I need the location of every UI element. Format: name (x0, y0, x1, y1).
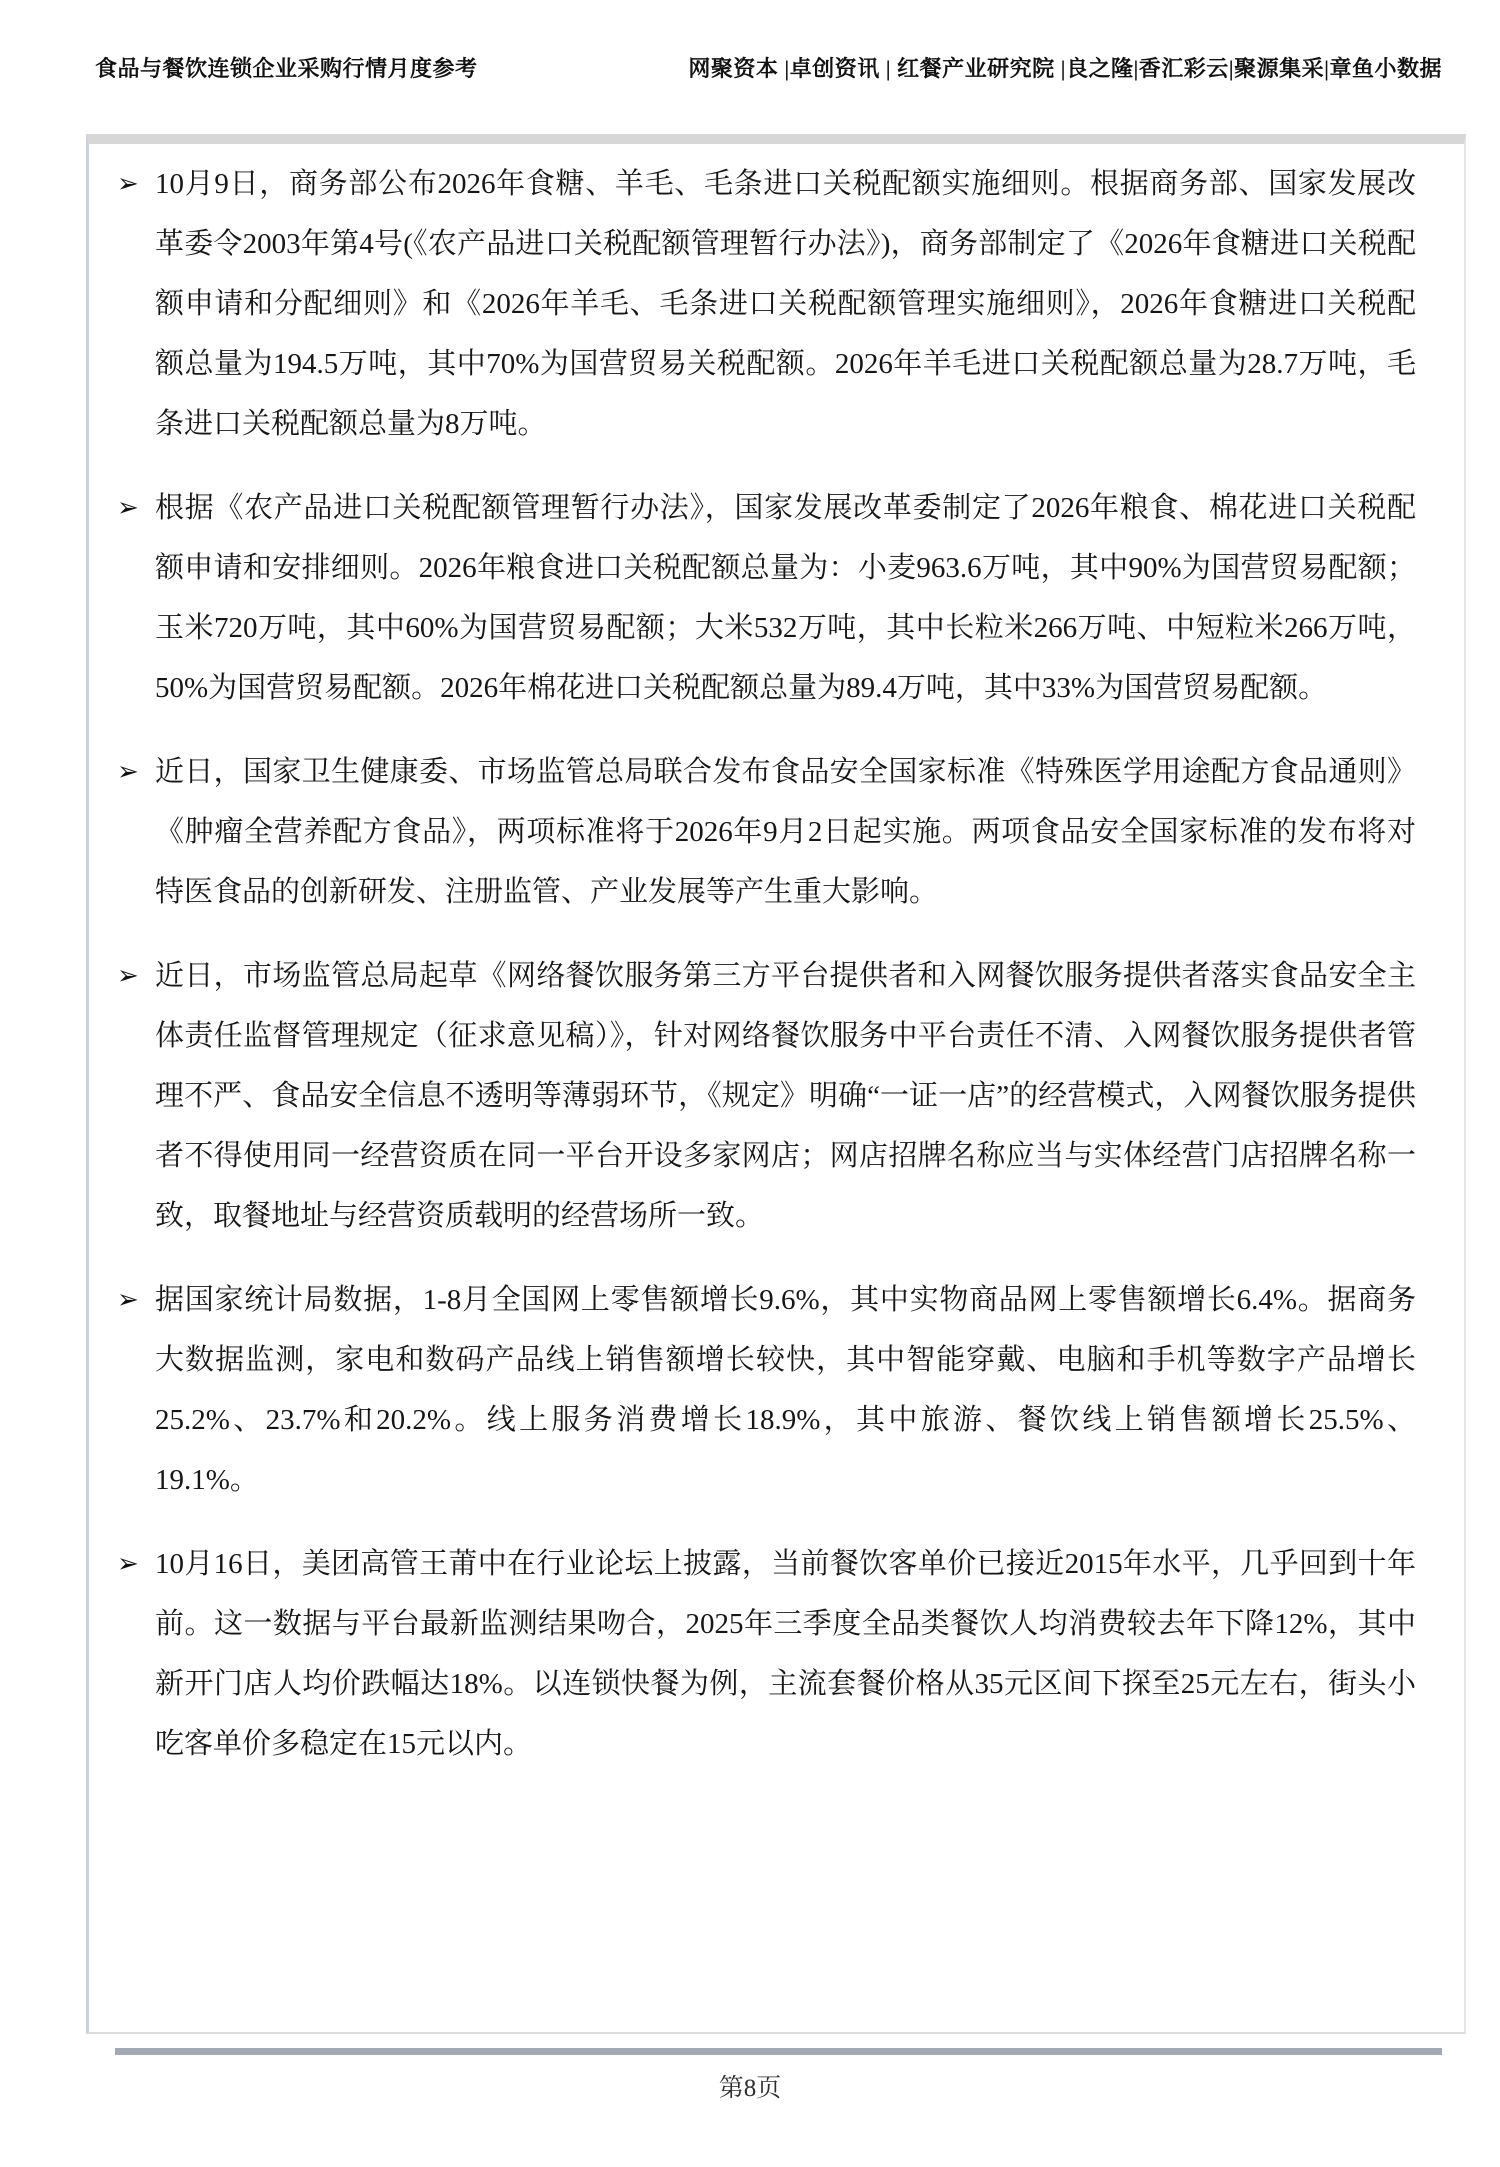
list-item-text: 10月9日，商务部公布2026年食糖、羊毛、毛条进口关税配额实施细则。根据商务部、国家发展改革委令2003年第4号(《农产品进口关税配额管理暂行办法》)，商务部制定了《2026年食糖进口关税配额申请和分配细则》和《2026年羊毛、毛条进口关税配额管理实施细则》，2026年食糖进口关税配额总量为194.5万吨，其中70%为国营贸易关税配额。2026年羊毛进口关税配额总量为28.7万吨，毛条进口关税配额总量为8万吨。 (155, 168, 1416, 440)
arrow-bullet-icon: ➢ (117, 757, 139, 786)
arrow-bullet-icon: ➢ (117, 493, 139, 522)
header-title: 食品与餐饮连锁企业采购行情月度参考 (95, 56, 478, 81)
list-item-text: 近日，市场监管总局起草《网络餐饮服务第三方平台提供者和入网餐饮服务提供者落实食品安全主体责任监督管理规定（征求意见稿）》，针对网络餐饮服务中平台责任不清、入网餐饮服务提供者管理不严、食品安全信息不透明等薄弱环节，《规定》明确“一证一店”的经营模式，入网餐饮服务提供者不得使用同一经营资质在同一平台开设多家网店；网店招牌名称应当与实体经营门店招牌名称一致，取餐地址与经营资质载明的经营场所一致。 (155, 960, 1416, 1232)
list-item-text: 根据《农产品进口关税配额管理暂行办法》，国家发展改革委制定了2026年粮食、棉花进口关税配额申请和安排细则。2026年粮食进口关税配额总量为：小麦963.6万吨，其中90%为国营贸易配额；玉米720万吨，其中60%为国营贸易配额；大米532万吨，其中长粒米266万吨、中短粒米266万吨，50%为国营贸易配额。2026年棉花进口关税配额总量为89.4万吨，其中33%为国营贸易配额。 (155, 492, 1416, 704)
list-item-text: 近日，国家卫生健康委、市场监管总局联合发布食品安全国家标准《特殊医学用途配方食品通则》《肿瘤全营养配方食品》，两项标准将于2026年9月2日起实施。两项食品安全国家标准的发布将对特医食品的创新研发、注册监管、产业发展等产生重大影响。 (155, 756, 1416, 908)
list-item (89, 1534, 1416, 1774)
arrow-bullet-icon: ➢ (117, 1285, 139, 1314)
list-item-text: 10月16日，美团高管王莆中在行业论坛上披露，当前餐饮客单价已接近2015年水平，几乎回到十年前。这一数据与平台最新监测结果吻合，2025年三季度全品类餐饮人均消费较去年下降12%，其中新开门店人均价跌幅达18%。以连锁快餐为例，主流套餐价格从35元区间下探至25元左右，街头小吃客单价多稳定在15元以内。 (155, 1548, 1416, 1760)
list-item (89, 742, 1416, 922)
footer-divider (115, 2048, 1442, 2055)
content-box (86, 134, 1466, 2034)
page-header (95, 52, 1442, 83)
list-item (89, 478, 1416, 718)
list-item-text: 据国家统计局数据，1-8月全国网上零售额增长9.6%，其中实物商品网上零售额增长6.4%。据商务大数据监测，家电和数码产品线上销售额增长较快，其中智能穿戴、电脑和手机等数字产品增长25.2%、23.7%和20.2%。线上服务消费增长18.9%，其中旅游、餐饮线上销售额增长25.5%、19.1%。 (155, 1284, 1416, 1496)
page-number: 第8页 (718, 2075, 782, 2102)
arrow-bullet-icon: ➢ (117, 169, 139, 198)
list-item (89, 1270, 1416, 1510)
arrow-bullet-icon: ➢ (117, 961, 139, 990)
bullet-list (89, 144, 1464, 1774)
list-item (89, 946, 1416, 1246)
list-item (89, 154, 1416, 454)
arrow-bullet-icon: ➢ (117, 1549, 139, 1578)
header-partners: 网聚资本 |卓创资讯 | 红餐产业研究院 |良之隆|香汇彩云|聚源集采|章鱼小数据 (688, 56, 1442, 81)
